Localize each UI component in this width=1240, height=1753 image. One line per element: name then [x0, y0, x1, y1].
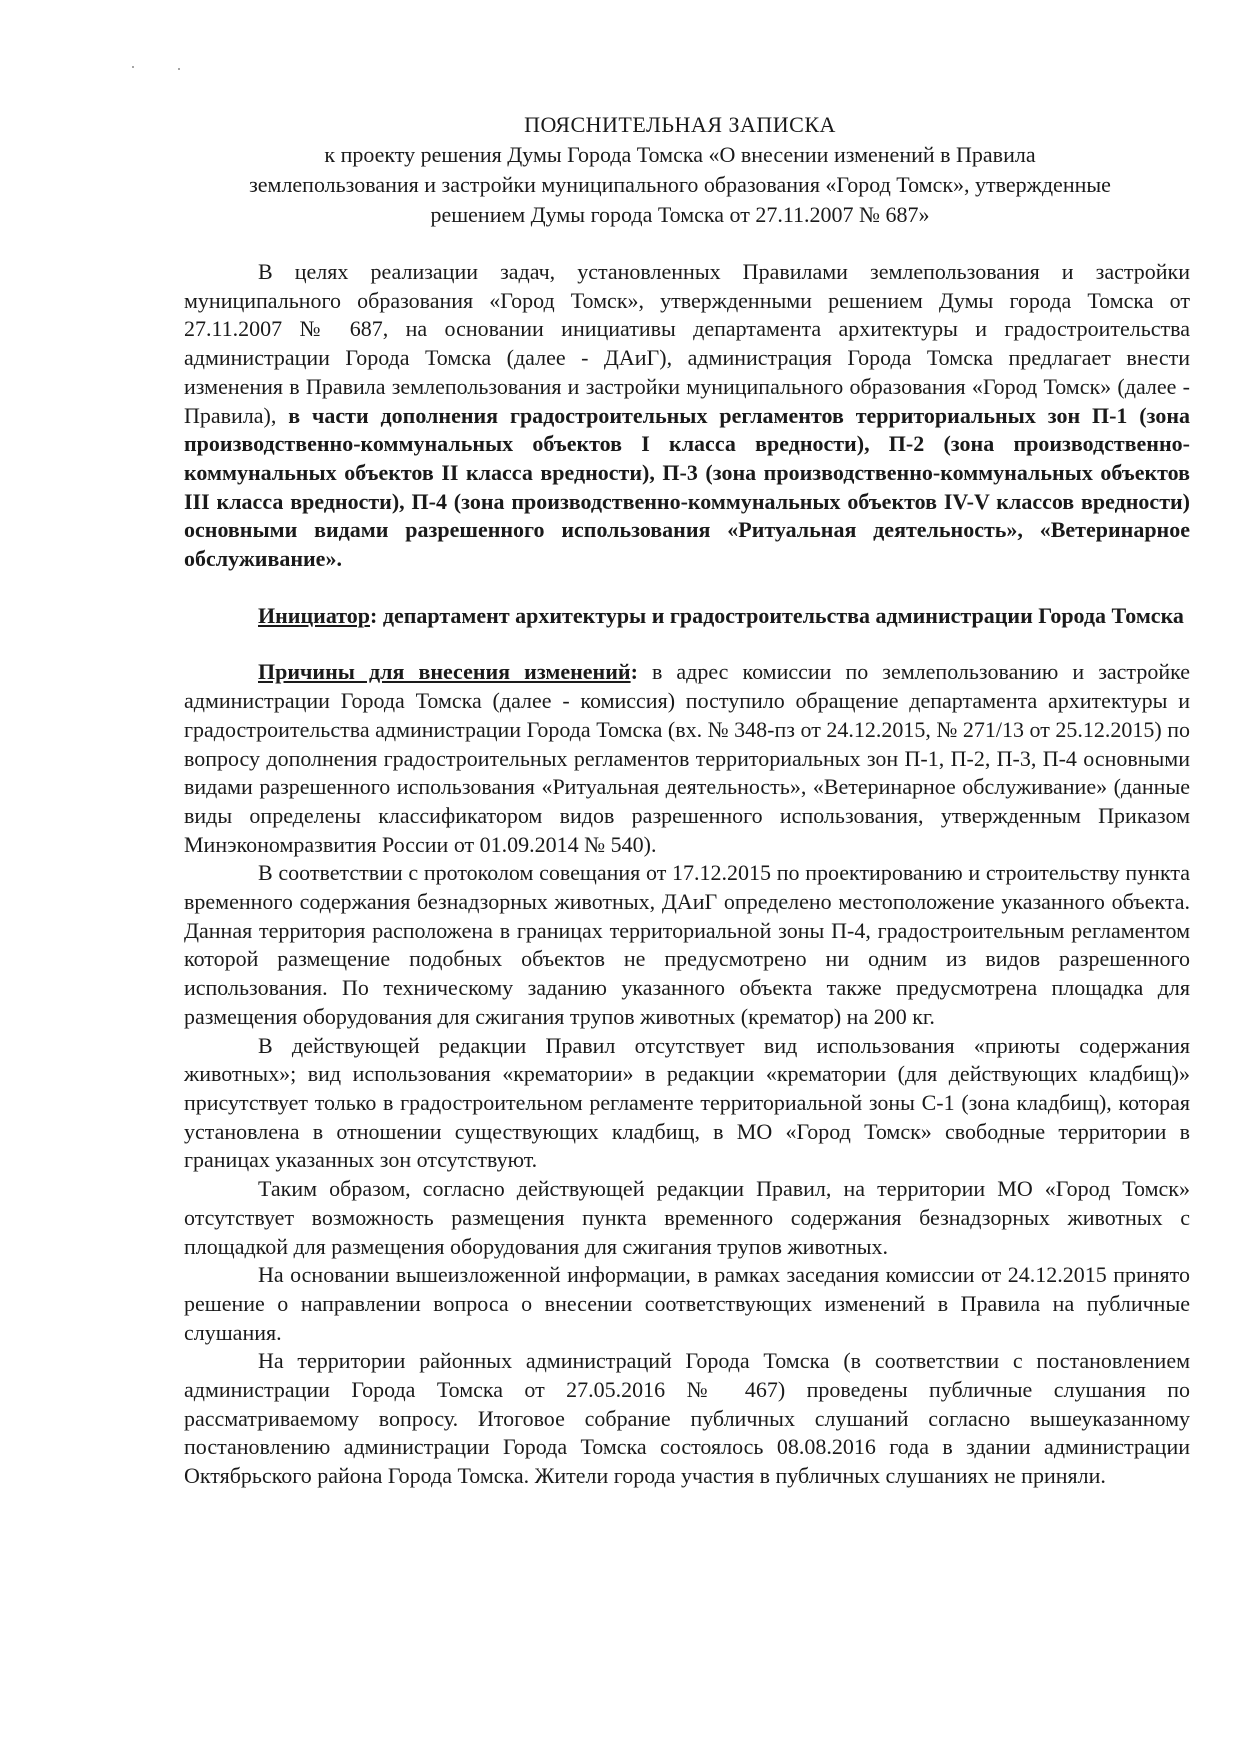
- scan-speck: [132, 66, 134, 68]
- intro-bold-text: в части дополнения градостроительных регламентов территориальных зон П-1 (зона производственно-коммунальных объектов I класса вредности), П-2 (зона производственно-коммунальных объектов II класса вредности), П-3 (зона производственно-коммунальных объектов III класса вредности), П-4 (зона производственно-коммунальных объектов IV-V классов вредности) основными видами разрешенного использования «Ритуальная деятельность», «Ветеринарное обслуживание».: [184, 402, 1191, 572]
- initiator-label: Инициатор: [258, 602, 370, 628]
- initiator-text: : департамент архитектуры и градостроительства администрации Города Томска: [370, 602, 1184, 628]
- body-paragraph: На территории районных администраций Города Томска (в соответствии с постановлением администрации Города Томска от 27.05.2016 № 467) проведены публичные слушания по рассматриваемому вопросу. Итоговое собрание публичных слушаний согласно вышеуказанному постановлению администрации Города Томска состоялось 08.08.2016 года в здании администрации Октябрьского района Города Томска. Жители города участия в публичных слушаниях не приняли.: [184, 1348, 1190, 1489]
- document-body: [184, 258, 1190, 1491]
- document-subtitle-line: к проекту решения Думы Города Томска «О внесении изменений в Правила: [324, 142, 1036, 167]
- document-subtitle-line: землепользования и застройки муниципального образования «Город Томск», утвержденные: [249, 172, 1111, 197]
- body-paragraph: На основании вышеизложенной информации, в рамках заседания комиссии от 24.12.2015 принято решение о направлении вопроса о внесении соответствующих изменений в Правила на публичные слушания.: [184, 1262, 1190, 1345]
- scan-specks: [130, 58, 210, 78]
- intro-text: В целях реализации задач, установленных Правилами землепользования и застройки муниципального образования «Город Томск», утвержденными решением Думы города Томска от 27.11.2007 № 687, на основании инициативы департамента архитектуры и градостроительства администрации Города Томска (далее - ДАиГ), администрация Города Томска предлагает внести изменения в Правила землепользования и застройки муниципального образования «Город Томск» (далее - Правила),: [184, 259, 1190, 428]
- document-title: ПОЯСНИТЕЛЬНАЯ ЗАПИСКА: [524, 112, 836, 137]
- reasons-label: Причины для внесения изменений: [258, 659, 631, 685]
- reasons-text: в адрес комиссии по землепользованию и застройке администрации Города Томска (далее - комиссия) поступило обращение департамента архитектуры и градостроительства администрации Города Томска (вх. № 348-пз от 24.12.2015, № 271/13 от 25.12.2015) по вопросу дополнения градостроительных регламентов территориальных зон П-1, П-2, П-3, П-4 основными видами разрешенного использования «Ритуальная деятельность», «Ветеринарное обслуживание» (данные виды определены классификатором видов разрешенного использования, утвержденным Приказом Минэкономразвития России от 01.09.2014 № 540).: [184, 659, 1190, 857]
- title-block: [180, 110, 1180, 230]
- document-subtitle-line: решением Думы города Томска от 27.11.2007 № 687»: [430, 202, 930, 227]
- body-paragraph: Таким образом, согласно действующей редакции Правил, на территории МО «Город Томск» отсутствует возможность размещения пункта временного содержания безнадзорных животных с площадкой для размещения оборудования для сжигания трупов животных.: [184, 1176, 1190, 1259]
- intro-paragraph: [184, 258, 1190, 574]
- spacer: [184, 574, 1190, 602]
- scan-speck: [178, 68, 180, 70]
- body-paragraph: В соответствии с протоколом совещания от 17.12.2015 по проектированию и строительству пункта временного содержания безнадзорных животных, ДАиГ определено местоположение указанного объекта. Данная территория расположена в границах территориальной зоны П-4, градостроительным регламентом которой размещение подобных объектов не предусмотрено ни одним из видов разрешенного использования. По техническому заданию указанного объекта также предусмотрена площадка для размещения оборудования для сжигания трупов животных (крематор) на 200 кг.: [184, 860, 1190, 1029]
- body-paragraph: В действующей редакции Правил отсутствует вид использования «приюты содержания животных»; вид использования «крематории» в редакции «крематории (для действующих кладбищ)» присутствует только в градостроительном регламенте территориальной зоны С-1 (зона кладбищ), которая установлена в отношении существующих кладбищ, в МО «Город Томск» свободные территории в границах указанных зон отсутствуют.: [184, 1032, 1190, 1173]
- reasons-paragraph: Причины для внесения изменений: в адрес комиссии по землепользованию и застройке администрации Города Томска (далее - комиссия) поступило обращение департамента архитектуры и градостроительства администрации Города Томска (вх. № 348-пз от 24.12.2015, № 271/13 от 25.12.2015) по вопросу дополнения градостроительных регламентов территориальных зон П-1, П-2, П-3, П-4 основными видами разрешенного использования «Ритуальная деятельность», «Ветеринарное обслуживание» (данные виды определены классификатором видов разрешенного использования, утвержденным Приказом Минэкономразвития России от 01.09.2014 № 540).: [184, 659, 1190, 857]
- initiator-paragraph: [184, 602, 1190, 631]
- spacer: [184, 630, 1190, 658]
